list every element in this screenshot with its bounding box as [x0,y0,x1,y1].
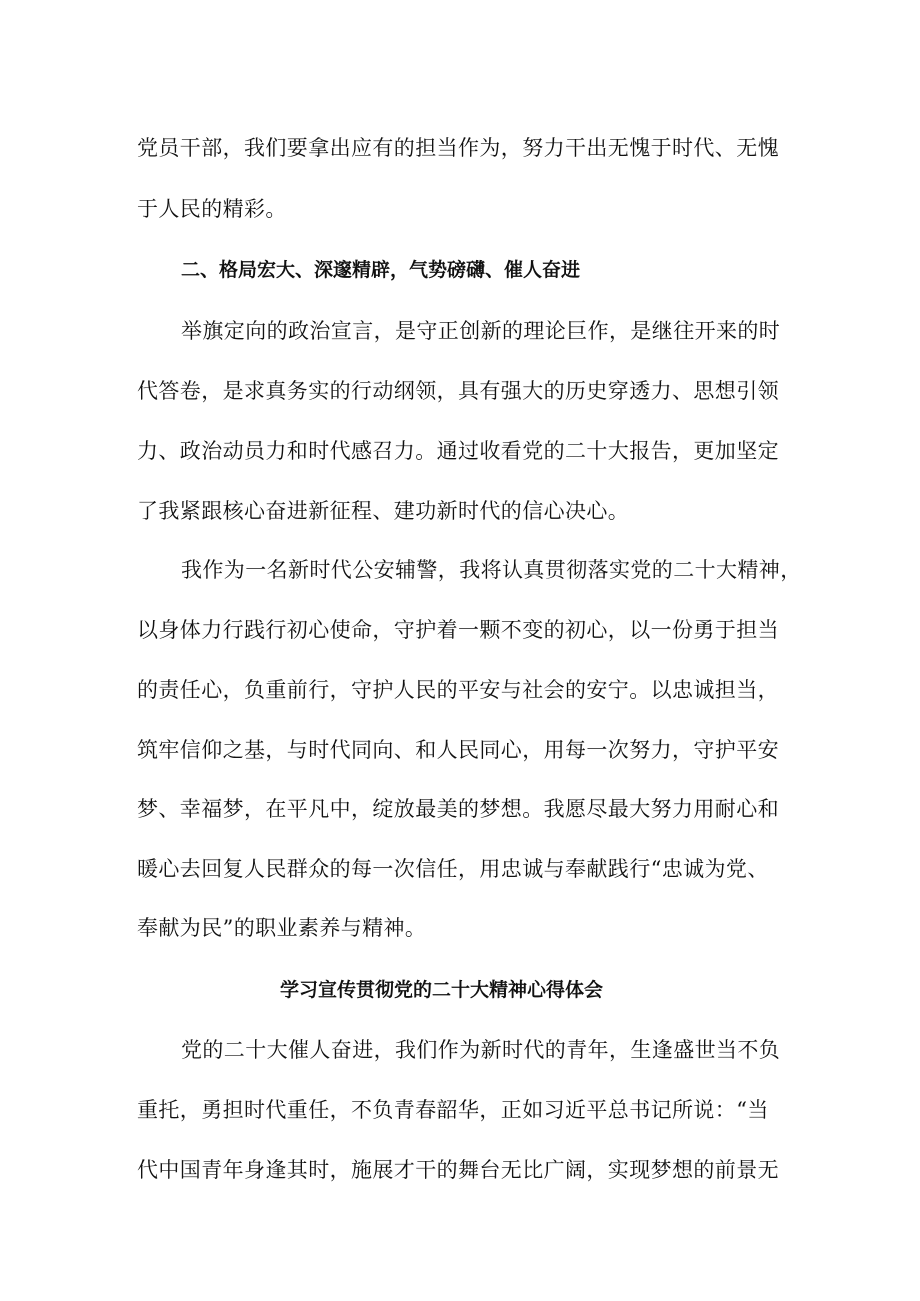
paragraph-line: 的责任心，负重前行，守护人民的平安与社会的安宁。以忠诚担当， [137,678,779,702]
paragraph-line: 代答卷，是求真务实的行动纲领，具有强大的历史穿透力、思想引领 [137,379,779,403]
paragraph-line: 党的二十大催人奋进，我们作为新时代的青年，生逢盛世当不负 [181,1038,781,1062]
paragraph-line: 了我紧跟核心奋进新征程、建功新时代的信心决心。 [137,499,630,523]
paragraph-line: 暖心去回复人民群众的每一次信任，用忠诚与奉献践行“忠诚为党、 [137,857,769,881]
paragraph-line: 梦、幸福梦，在平凡中，绽放最美的梦想。我愿尽最大努力用耐心和 [137,797,779,821]
paragraph-line: 力、政治动员力和时代感召力。通过收看党的二十大报告，更加坚定 [137,439,779,463]
paragraph-line: 举旗定向的政治宣言，是守正创新的理论巨作，是继往开来的时 [181,319,781,343]
paragraph-line: 党员干部，我们要拿出应有的担当作为，努力干出无愧于时代、无愧 [137,136,779,160]
paragraph-line: 重托，勇担时代重任，不负青春韶华，正如习近平总书记所说：“当 [137,1098,769,1122]
paragraph-line: 我作为一名新时代公安辅警，我将认真贯彻落实党的二十大精神， [181,558,802,582]
paragraph-line: 筑牢信仰之基，与时代同向、和人民同心，用每一次努力，守护平安 [137,738,779,762]
paragraph-line: 于人民的精彩。 [137,197,287,221]
paragraph-line: 代中国青年身逢其时，施展才干的舞台无比广阔，实现梦想的前景无 [137,1158,779,1182]
article-title: 学习宣传贯彻党的二十大精神心得体会 [280,979,604,1001]
paragraph-line: 以身体力行践行初心使命，守护着一颗不变的初心，以一份勇于担当 [137,618,779,642]
paragraph-line: 奉献为民”的职业素养与精神。 [137,916,427,940]
section-heading: 二、格局宏大、深邃精辟，气势磅礴、催人奋进 [181,259,581,281]
